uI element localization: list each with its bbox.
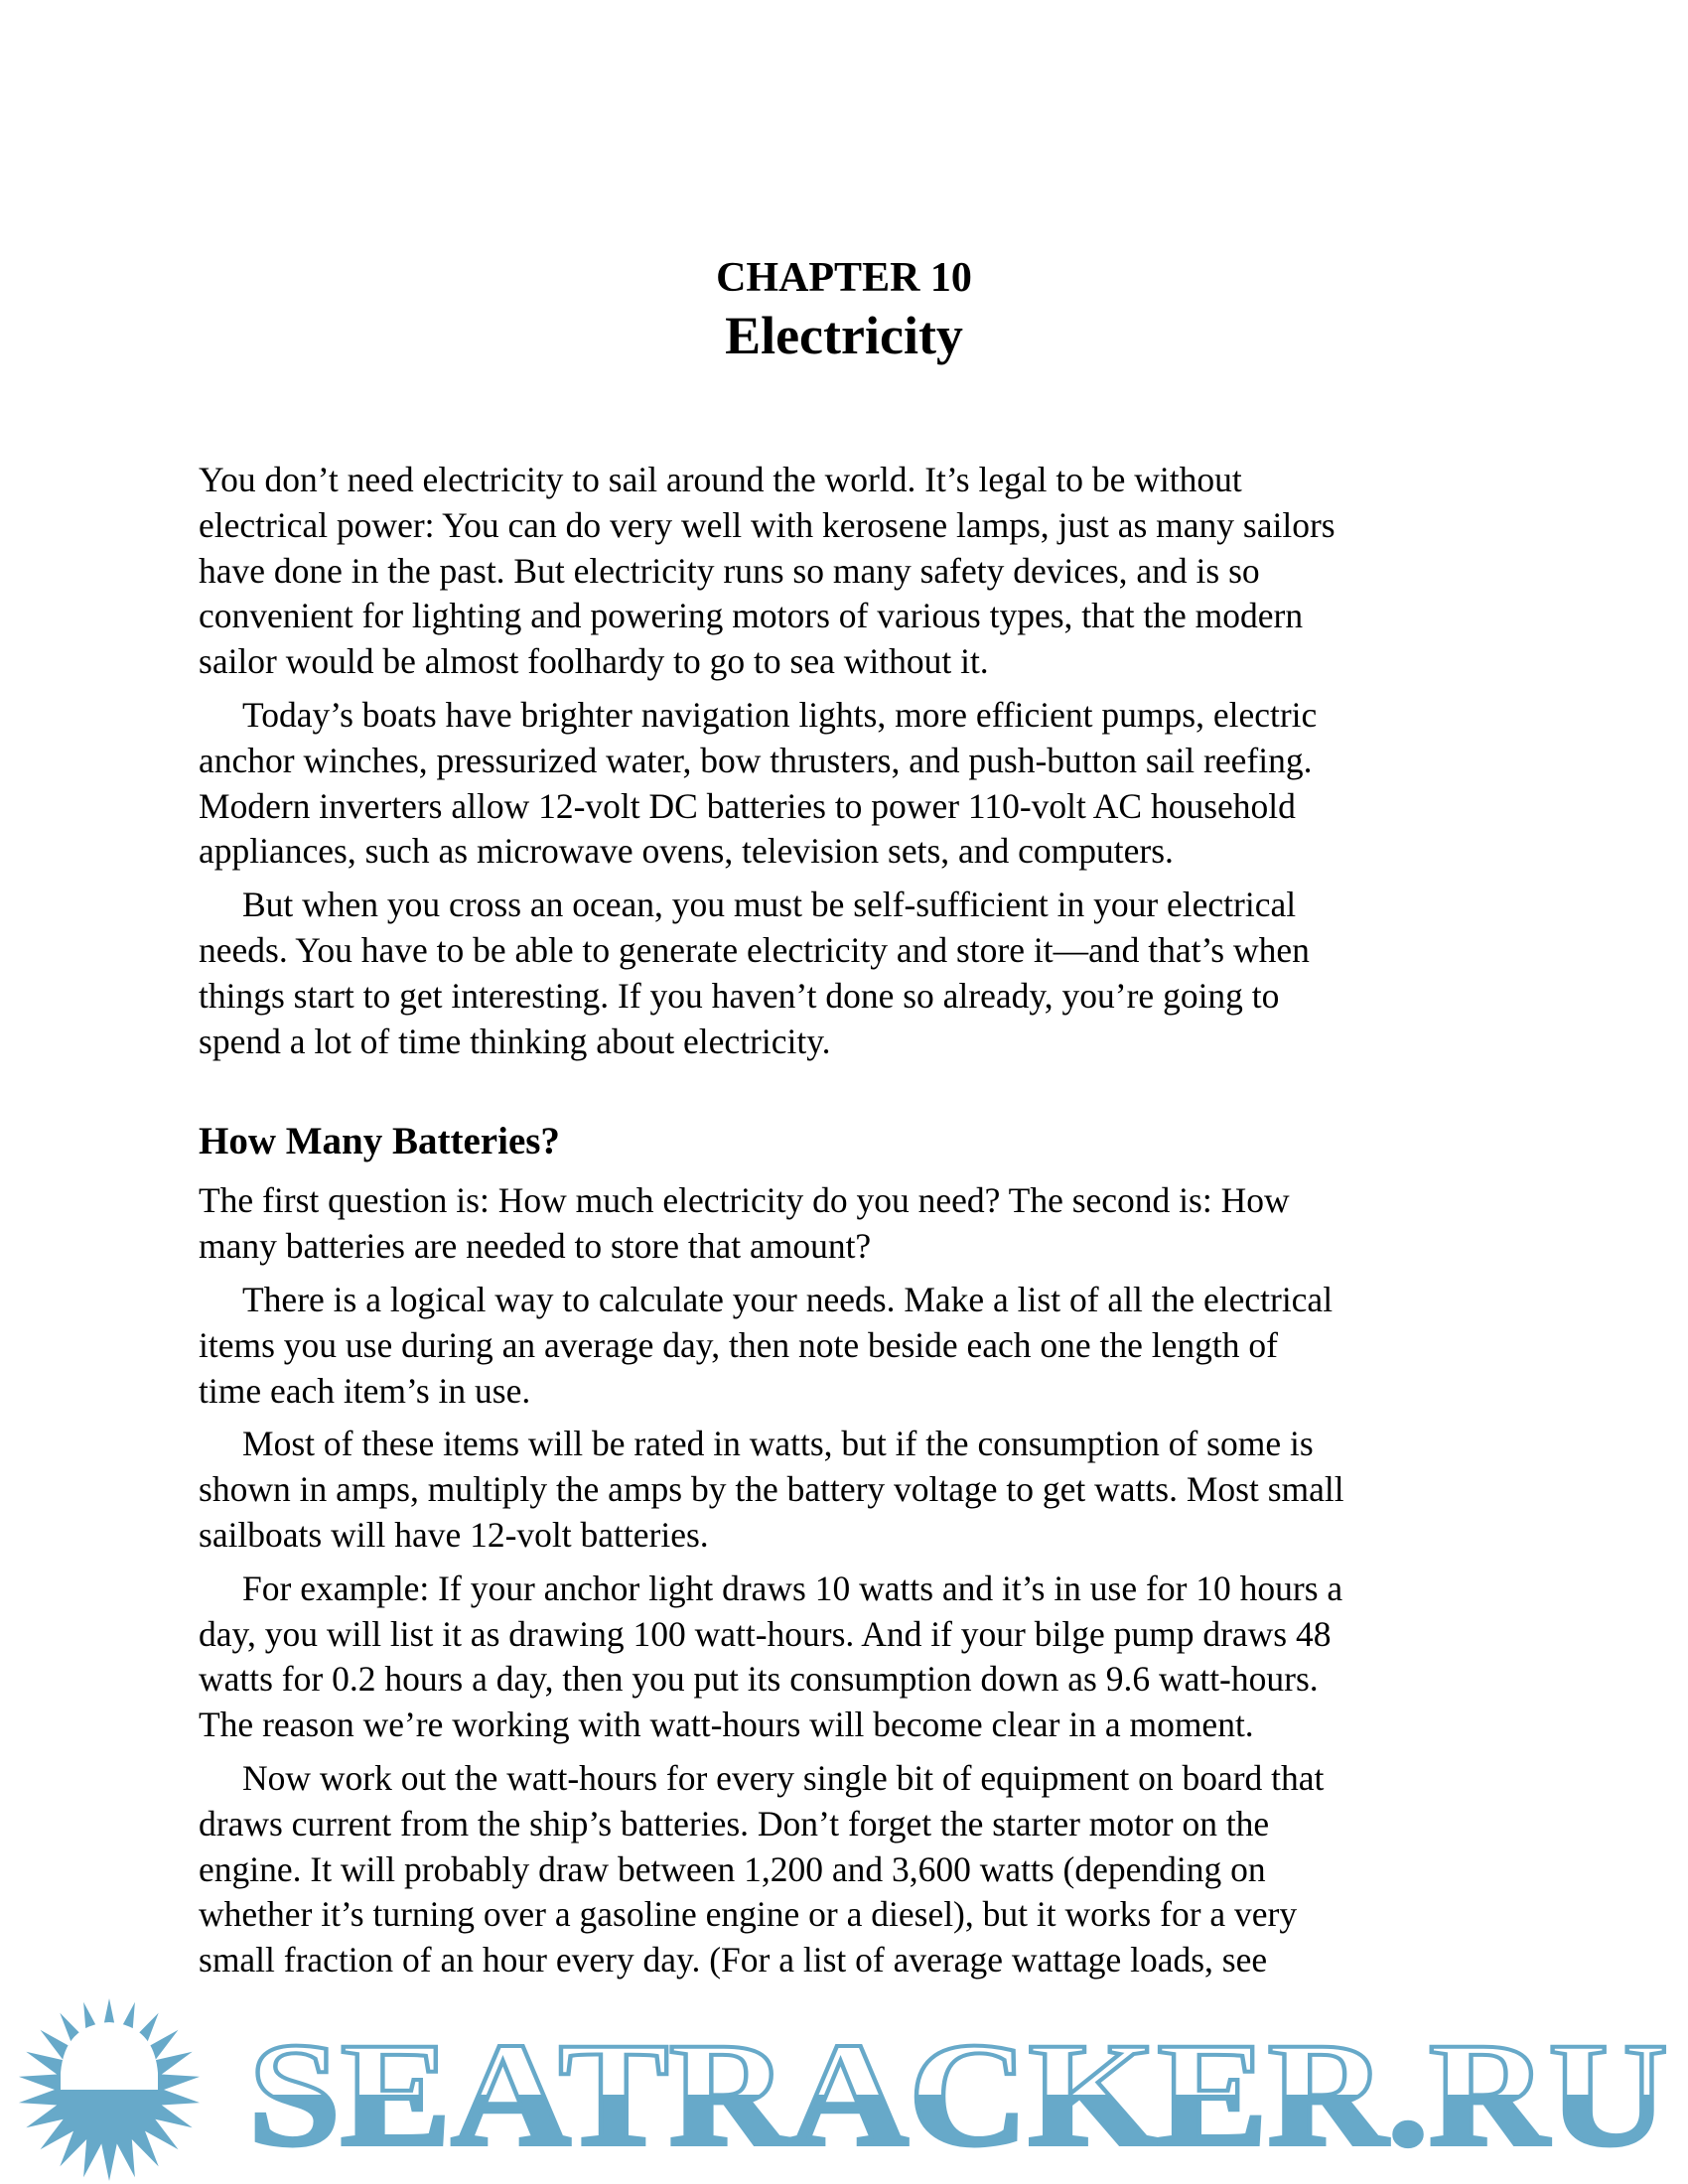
text-line: things start to get interesting. If you haven’t done so already, you’re going to [199, 975, 1280, 1016]
text-line: engine. It will probably draw between 1,200 and 3,600 watts (depending on [199, 1848, 1266, 1889]
text-line: Now work out the watt-hours for every single bit of equipment on board that [242, 1757, 1325, 1798]
text-line: The first question is: How much electricity do you need? The second is: How [199, 1180, 1290, 1221]
text-line: items you use during an average day, then note beside each one the length of [199, 1324, 1278, 1365]
text-line: For example: If your anchor light draws 10 watts and it’s in use for 10 hours a [242, 1568, 1343, 1608]
text-line: many batteries are needed to store that amount? [199, 1226, 872, 1267]
text-line: needs. You have to be able to generate electricity and store it—and that’s when [199, 929, 1310, 970]
text-line: sailor would be almost foolhardy to go to sea without it. [199, 641, 989, 682]
paragraph [199, 883, 1509, 1064]
text-line: There is a logical way to calculate your needs. Make a list of all the electrical [242, 1279, 1334, 1319]
text-line: draws current from the ship’s batteries. Don’t forget the starter motor on the [199, 1803, 1270, 1843]
text-line: electrical power: You can do very well with kerosene lamps, just as many sailors [199, 504, 1336, 545]
section-heading: How Many Batteries? [199, 1120, 560, 1163]
chapter-label: CHAPTER 10 [716, 255, 972, 301]
watermark [0, 1995, 1688, 2184]
text-line: Modern inverters allow 12-volt DC batteries to power 110-volt AC household [199, 785, 1296, 826]
chapter-title: Electricity [725, 306, 963, 365]
text-line: The reason we’re working with watt-hours will become clear in a moment. [199, 1705, 1254, 1745]
text-line: convenient for lighting and powering motors of various types, that the modern [199, 596, 1304, 636]
paragraph [199, 1178, 1509, 1270]
paragraph [199, 1567, 1509, 1748]
text-line: But when you cross an ocean, you must be self-sufficient in your electrical [242, 885, 1297, 925]
text-line: time each item’s in use. [199, 1370, 531, 1411]
text-line: shown in amps, multiply the amps by the battery voltage to get watts. Most small [199, 1469, 1344, 1510]
paragraph [199, 1422, 1509, 1558]
paragraph [199, 1278, 1509, 1414]
text-line: small fraction of an hour every day. (For a list of average wattage loads, see [199, 1940, 1268, 1980]
chapter-body [199, 458, 1509, 1991]
text-line: watts for 0.2 hours a day, then you put its consumption down as 9.6 watt-hours. [199, 1659, 1319, 1700]
sun-icon [19, 1998, 200, 2181]
paragraph [199, 693, 1509, 875]
paragraph [199, 458, 1509, 685]
text-line: sailboats will have 12-volt batteries. [199, 1514, 709, 1555]
text-line: have done in the past. But electricity runs so many safety devices, and is so [199, 550, 1260, 591]
text-line: appliances, such as microwave ovens, television sets, and computers. [199, 831, 1174, 872]
text-line: You don’t need electricity to sail around the world. It’s legal to be without [199, 460, 1242, 499]
text-line: day, you will list it as drawing 100 watt-hours. And if your bilge pump draws 48 [199, 1613, 1332, 1654]
paragraph [199, 1756, 1509, 1983]
text-line: Most of these items will be rated in watts, but if the consumption of some is [242, 1424, 1314, 1464]
text-line: spend a lot of time thinking about electricity. [199, 1021, 831, 1061]
text-line: anchor winches, pressurized water, bow thrusters, and push-button sail reefing. [199, 740, 1313, 780]
watermark-text: SEATRACKER.RU [248, 2012, 1668, 2177]
text-line: Today’s boats have brighter navigation lights, more efficient pumps, electric [242, 694, 1318, 735]
text-line: whether it’s turning over a gasoline engine or a diesel), but it works for a very [199, 1894, 1298, 1935]
